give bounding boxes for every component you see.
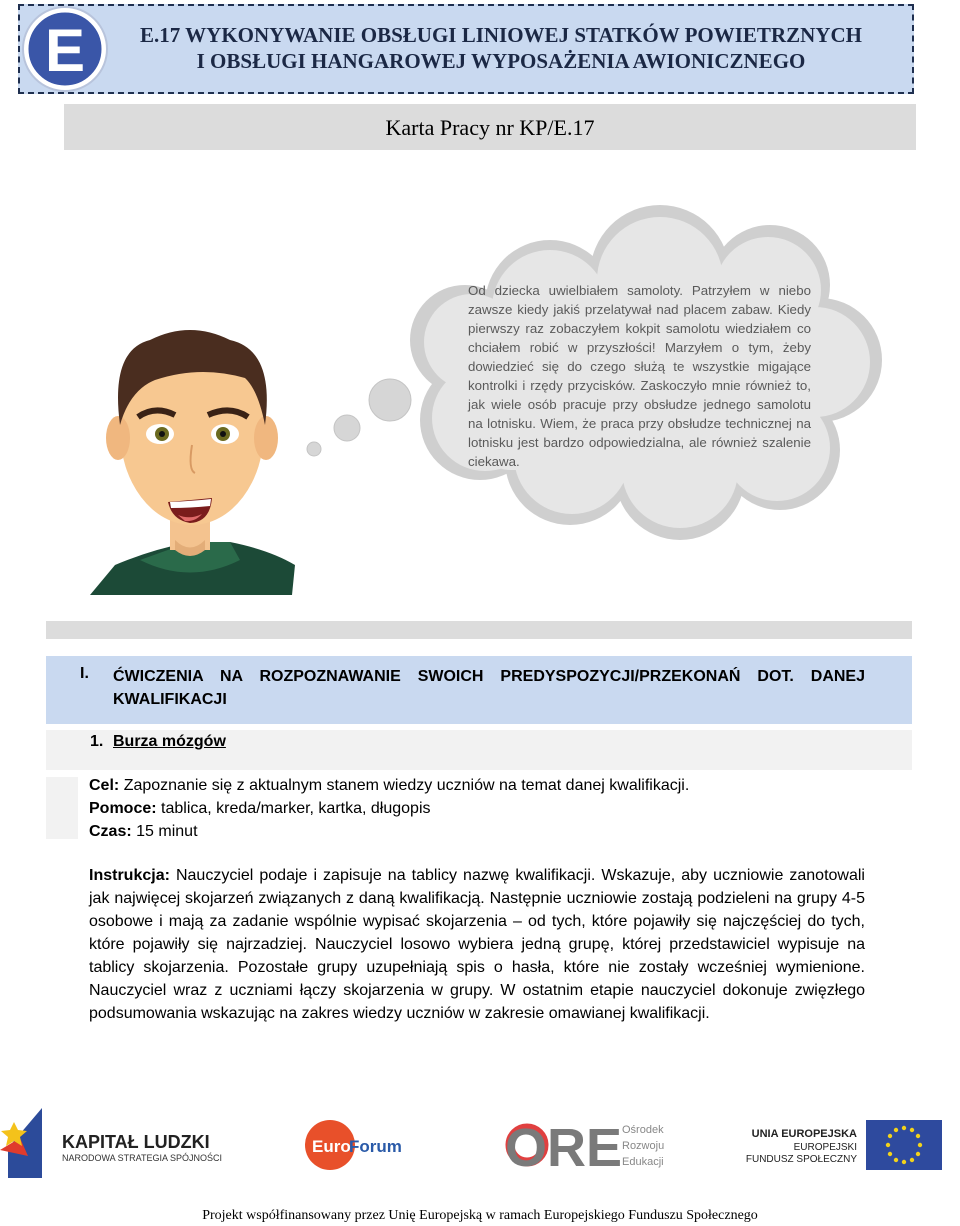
character-illustration	[90, 330, 295, 595]
eu-logo	[746, 1120, 942, 1170]
euroforum-logo	[305, 1120, 402, 1170]
instruction-paragraph	[89, 864, 865, 1025]
header-banner	[18, 4, 914, 94]
euroforum-part2: Forum	[349, 1137, 402, 1156]
ore-line1: Ośrodek	[622, 1124, 664, 1136]
ore-name: ORE	[505, 1118, 623, 1178]
side-marker	[46, 777, 78, 839]
ore-logo	[505, 1118, 664, 1178]
kapital-ludzki-logo	[0, 1108, 222, 1178]
separator-bar	[46, 621, 912, 639]
aids-text: tablica, kreda/marker, kartka, długopis	[161, 800, 431, 817]
instruction-text: Nauczyciel podaje i zapisuje na tablicy nazwę kwalifikacji. Wskazuje, aby uczniowie zanotowali jak najwięcej skojarzeń związanych z daną kwalifikacją. Następnie uczniowie zostają podzieleni na grupy 4-5 osobowe i mają za zadanie wspólnie wypisać skojarzenia – od tych, które pojawiły się najczęściej do tych, które pojawiły się najrzadziej. Nauczyciel losowo wybiera jedną grupę, której przedstawiciel wypisuje na tablicy skojarzenia. Pozostałe grupy uzupełniają spis o hasła, które nie zostały wcześniej wymienione. Nauczyciel wraz z uczniami łączy skojarzenia w grupy. W ostatnim etapie nauczyciel dokonuje zwięzłego podsumowania wskazując na zakres wiedzy uczniów w zakresie omawianej kwalifikacji.	[89, 867, 865, 1022]
eu-line2: EUROPEJSKI	[793, 1142, 857, 1153]
time-text: 15 minut	[136, 823, 198, 840]
ore-line3: Edukacji	[622, 1156, 664, 1168]
thought-bubble-text: Od dziecka uwielbiałem samoloty. Patrzyłem w niebo zawsze kiedy jakiś przelatywał nad placem zabaw. Kiedy pierwszy raz zobaczyłem kokpit samolotu wiedziałem co chciałem robić w przyszłości! Marzyłem o tym, żeby dowiedzieć się do czego służą te wszystkie migające kontrolki i rzędy przycisków. Zaskoczyło mnie również to, jak wiele osób pracuje przy obsłudze jednego samolotu na lotnisku. Wiem, że praca przy obsłudze technicznej na lotnisku jest bardzo odpowiedzialna, ale również szalenie ciekawa.	[468, 283, 811, 469]
exercise-title: Burza mózgów	[113, 733, 226, 750]
eu-line3: FUNDUSZ SPOŁECZNY	[745, 1154, 857, 1165]
goal-label: Cel:	[89, 777, 120, 794]
aids-label: Pomoce:	[89, 800, 157, 817]
qualification-logo	[20, 5, 110, 93]
logo-letter: E	[44, 17, 86, 84]
time-line	[89, 821, 198, 843]
header-title	[90, 22, 912, 74]
time-label: Czas:	[89, 823, 132, 840]
section-number: I.	[80, 665, 89, 682]
exercise-number: 1.	[90, 733, 104, 750]
instruction-label: Instrukcja:	[89, 867, 170, 884]
footer-logos	[0, 1100, 960, 1180]
aids-line	[89, 798, 431, 820]
eu-line1: UNIA EUROPEJSKA	[751, 1128, 857, 1140]
goal-text: Zapoznanie się z aktualnym stanem wiedzy uczniów na temat danej kwalifikacji.	[123, 777, 690, 794]
footer-text: Projekt współfinansowany przez Unię Europejską w ramach Europejskiego Funduszu Społecznego	[202, 1208, 758, 1223]
kapital-ludzki-subtitle: NARODOWA STRATEGIA SPÓJNOŚCI	[62, 1153, 223, 1163]
kapital-ludzki-name: KAPITAŁ LUDZKI	[62, 1132, 210, 1152]
section-title-line2: KWALIFIKACJI	[113, 691, 227, 708]
ore-line2: Rozwoju	[622, 1140, 665, 1152]
section-title	[113, 665, 865, 711]
goal-line	[89, 775, 689, 797]
euroforum-part1: Euro	[312, 1137, 351, 1156]
header-title-line1: E.17 WYKONYWANIE OBSŁUGI LINIOWEJ STATKÓW POWIETRZNYCH	[140, 23, 862, 47]
section-title-line1: ĆWICZENIA NA ROZPOZNAWANIE SWOICH PREDYSPOZYCJI/PRZEKONAŃ DOT. DANEJ	[113, 668, 865, 685]
card-title: Karta Pracy nr KP/E.17	[64, 104, 916, 150]
header-title-line2: I OBSŁUGI HANGAROWEJ WYPOSAŻENIA AWIONICZNEGO	[196, 49, 806, 73]
